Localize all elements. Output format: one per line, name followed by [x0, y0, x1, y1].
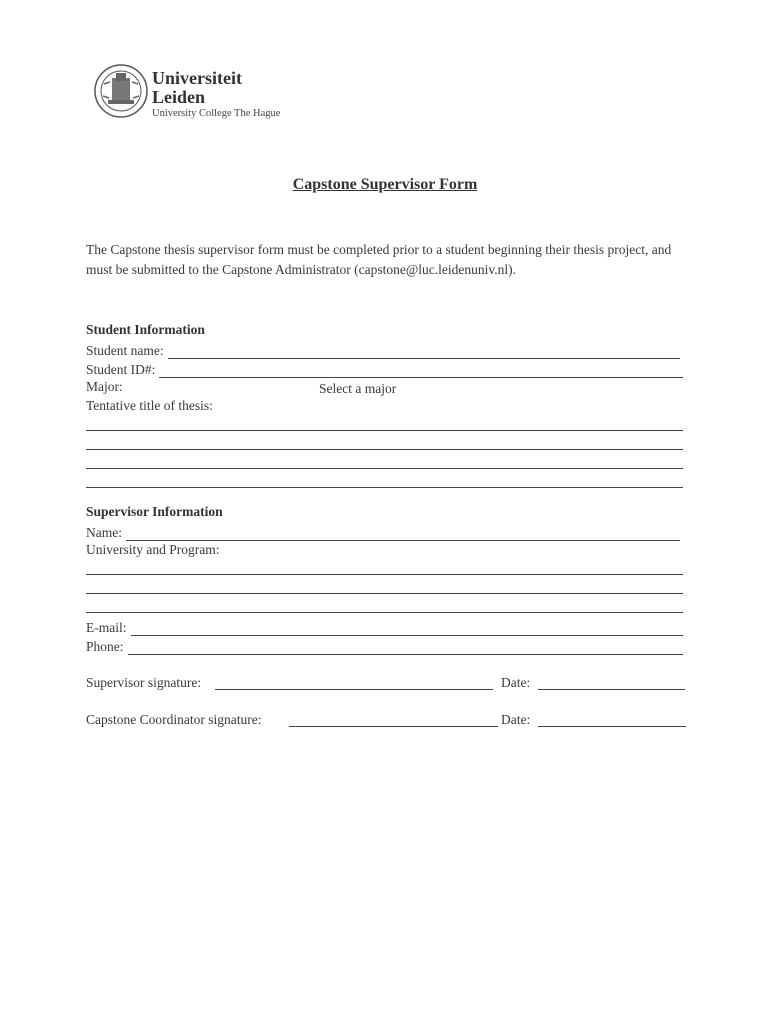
university-name — [152, 69, 242, 107]
program-line[interactable] — [86, 574, 683, 575]
student-name-field[interactable] — [168, 344, 680, 359]
program-line[interactable] — [86, 612, 683, 613]
supervisor-name-label: Name: — [86, 525, 122, 540]
coordinator-signature-label: Capstone Coordinator signature: — [86, 712, 262, 727]
coordinator-date-field[interactable] — [538, 726, 686, 727]
supervisor-signature-label: Supervisor signature: — [86, 675, 202, 690]
thesis-title-line[interactable] — [86, 487, 683, 488]
thesis-title-line[interactable] — [86, 468, 683, 469]
major-label: Major: — [86, 379, 123, 394]
university-logo — [94, 62, 294, 122]
supervisor-name-field[interactable] — [126, 526, 680, 541]
student-id-field[interactable] — [159, 363, 683, 378]
thesis-title-line[interactable] — [86, 449, 683, 450]
intro-paragraph: The Capstone thesis supervisor form must be completed prior to a student beginning their thesis project, and must be submitted to the Capstone Administrator (capstone@luc.leidenuniv.nl). — [86, 242, 672, 277]
phone-field[interactable] — [128, 640, 683, 655]
supervisor-name-row — [86, 523, 680, 541]
university-name-line1: Universiteit — [152, 68, 242, 88]
phone-label: Phone: — [86, 639, 124, 654]
student-name-row — [86, 341, 680, 359]
thesis-title-label: Tentative title of thesis: — [86, 398, 213, 413]
coordinator-signature-row — [86, 712, 686, 730]
program-label: University and Program: — [86, 542, 220, 557]
form-title: Capstone Supervisor Form — [292, 176, 478, 193]
thesis-title-line[interactable] — [86, 430, 683, 431]
supervisor-signature-field[interactable] — [215, 689, 493, 690]
email-row — [86, 618, 683, 636]
program-line[interactable] — [86, 593, 683, 594]
supervisor-date-label: Date: — [501, 675, 531, 690]
supervisor-date-field[interactable] — [538, 689, 685, 690]
student-id-label: Student ID#: — [86, 362, 156, 377]
coordinator-date-label: Date: — [501, 712, 531, 727]
university-name-line2: Leiden — [152, 87, 206, 107]
college-name: University College The Hague — [152, 108, 281, 119]
email-field[interactable] — [131, 621, 684, 636]
student-name-label: Student name: — [86, 343, 164, 358]
student-info-heading: Student Information — [86, 322, 205, 337]
email-label: E-mail: — [86, 620, 127, 635]
coordinator-signature-field[interactable] — [289, 726, 498, 727]
supervisor-signature-row — [86, 675, 686, 693]
supervisor-info-heading: Supervisor Information — [86, 504, 223, 519]
student-id-row — [86, 360, 683, 378]
phone-row — [86, 637, 683, 655]
leiden-seal-icon — [94, 62, 148, 120]
major-select[interactable]: Select a major — [319, 381, 397, 396]
